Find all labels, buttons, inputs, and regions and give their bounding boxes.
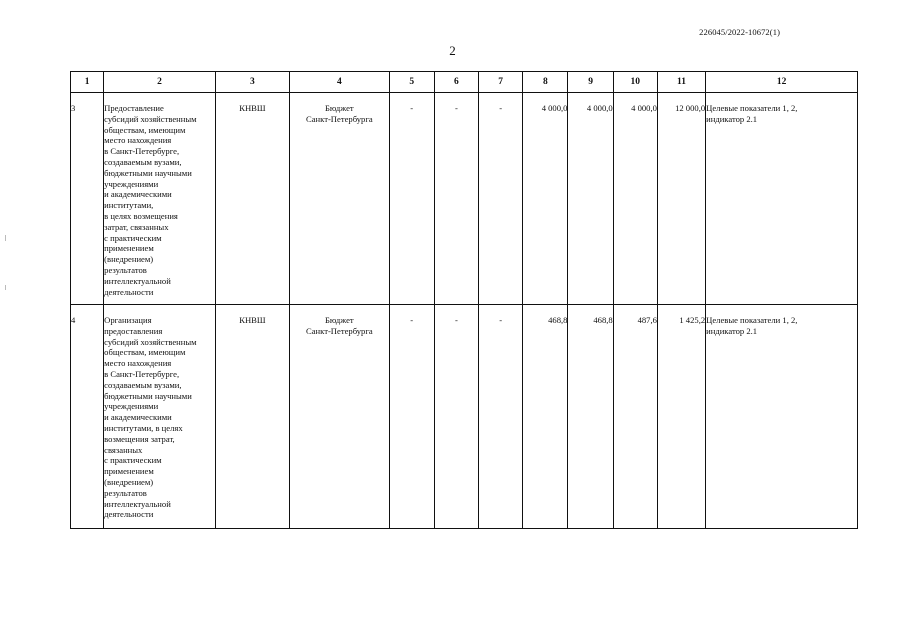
column-header: 4 [290,72,390,93]
description-line: в Санкт-Петербурге, [104,146,180,157]
cell-col5: - [389,93,434,305]
margin-mark [5,285,6,290]
cell-col10: 4 000,0 [613,93,657,305]
column-header: 9 [568,72,613,93]
description-line: интеллектуальной [104,498,171,509]
description-line: бюджетными научными [104,390,192,401]
responsible-agency: КНВШ [215,93,289,305]
funding-source-line: Санкт-Петербурга [305,325,373,336]
description-line: обществам, имеющим [104,347,186,358]
responsible-agency: КНВШ [215,305,289,529]
target-line: Целевые показатели 1, 2, [706,103,798,113]
description-line: применением [104,243,154,254]
cell-col9: 468,8 [568,305,613,529]
column-header: 8 [523,72,568,93]
description-line: Предоставление [104,103,164,113]
column-header: 3 [215,72,289,93]
description-line: бюджетными научными [104,167,192,178]
column-header: 12 [706,72,858,93]
description-line: с практическим [104,232,162,243]
description-line: результатов [104,487,147,498]
description-line: в целях возмещения [104,210,178,221]
description-line: затрат, связанных [104,221,169,232]
column-header: 11 [657,72,705,93]
table-row [71,93,858,305]
cell-col11: 1 425,2 [657,305,705,529]
activity-description [104,305,216,529]
description-line: создаваемым вузами, [104,156,182,167]
description-line: связанных [104,444,143,455]
description-line: результатов [104,264,147,275]
funding-source [290,305,390,529]
row-number: 3 [71,93,104,305]
description-line: и академическими [104,412,172,423]
cell-col5: - [389,305,434,529]
funding-source [290,93,390,305]
description-line: деятельности [104,509,154,520]
description-line: обществам, имеющим [104,124,186,135]
description-line: с практическим [104,455,162,466]
description-line: (внедрением) [104,476,154,487]
description-line: деятельности [104,286,154,297]
row-number: 4 [71,305,104,529]
funding-source-line: Санкт-Петербурга [305,113,373,124]
activity-description [104,93,216,305]
description-line: и академическими [104,189,172,200]
cell-col7: - [479,305,523,529]
page-number: 2 [449,43,456,58]
description-line: место нахождения [104,135,172,146]
description-line: возмещения затрат, [104,433,175,444]
description-line: (внедрением) [104,254,154,265]
column-header: 2 [104,72,216,93]
column-header: 5 [389,72,434,93]
description-line: субсидий хозяйственным [104,113,197,124]
description-line: в Санкт-Петербурге, [104,368,180,379]
margin-mark [5,235,6,241]
cell-col8: 4 000,0 [523,93,568,305]
cell-col10: 487,6 [613,305,657,529]
target-indicators [706,305,858,529]
target-line: индикатор 2.1 [706,113,758,124]
description-line: учреждениями [104,401,159,412]
document-id: 226045/2022-10672(1) [699,27,780,37]
description-line: институтами, [104,200,154,211]
cell-col8: 468,8 [523,305,568,529]
funding-source-line: Бюджет [325,315,354,325]
cell-col9: 4 000,0 [568,93,613,305]
target-line: Целевые показатели 1, 2, [706,315,798,325]
description-line: интеллектуальной [104,275,171,286]
funding-source-line: Бюджет [325,103,354,113]
target-line: индикатор 2.1 [706,325,758,336]
cell-col6: - [434,305,478,529]
column-header: 6 [434,72,478,93]
column-header: 7 [479,72,523,93]
description-line: предоставления [104,325,163,336]
column-header: 1 [71,72,104,93]
description-line: место нахождения [104,358,172,369]
description-line: применением [104,466,154,477]
description-line: институтами, в целях [104,422,183,433]
description-line: создаваемым вузами, [104,379,182,390]
description-line: субсидий хозяйственным [104,336,197,347]
program-activities-table [70,71,858,529]
description-line: Организация [104,315,152,325]
cell-col11: 12 000,0 [657,93,705,305]
cell-col7: - [479,93,523,305]
column-header: 10 [613,72,657,93]
table-row [71,305,858,529]
cell-col6: - [434,93,478,305]
table-header-row [71,72,858,93]
description-line: учреждениями [104,178,159,189]
target-indicators [706,93,858,305]
